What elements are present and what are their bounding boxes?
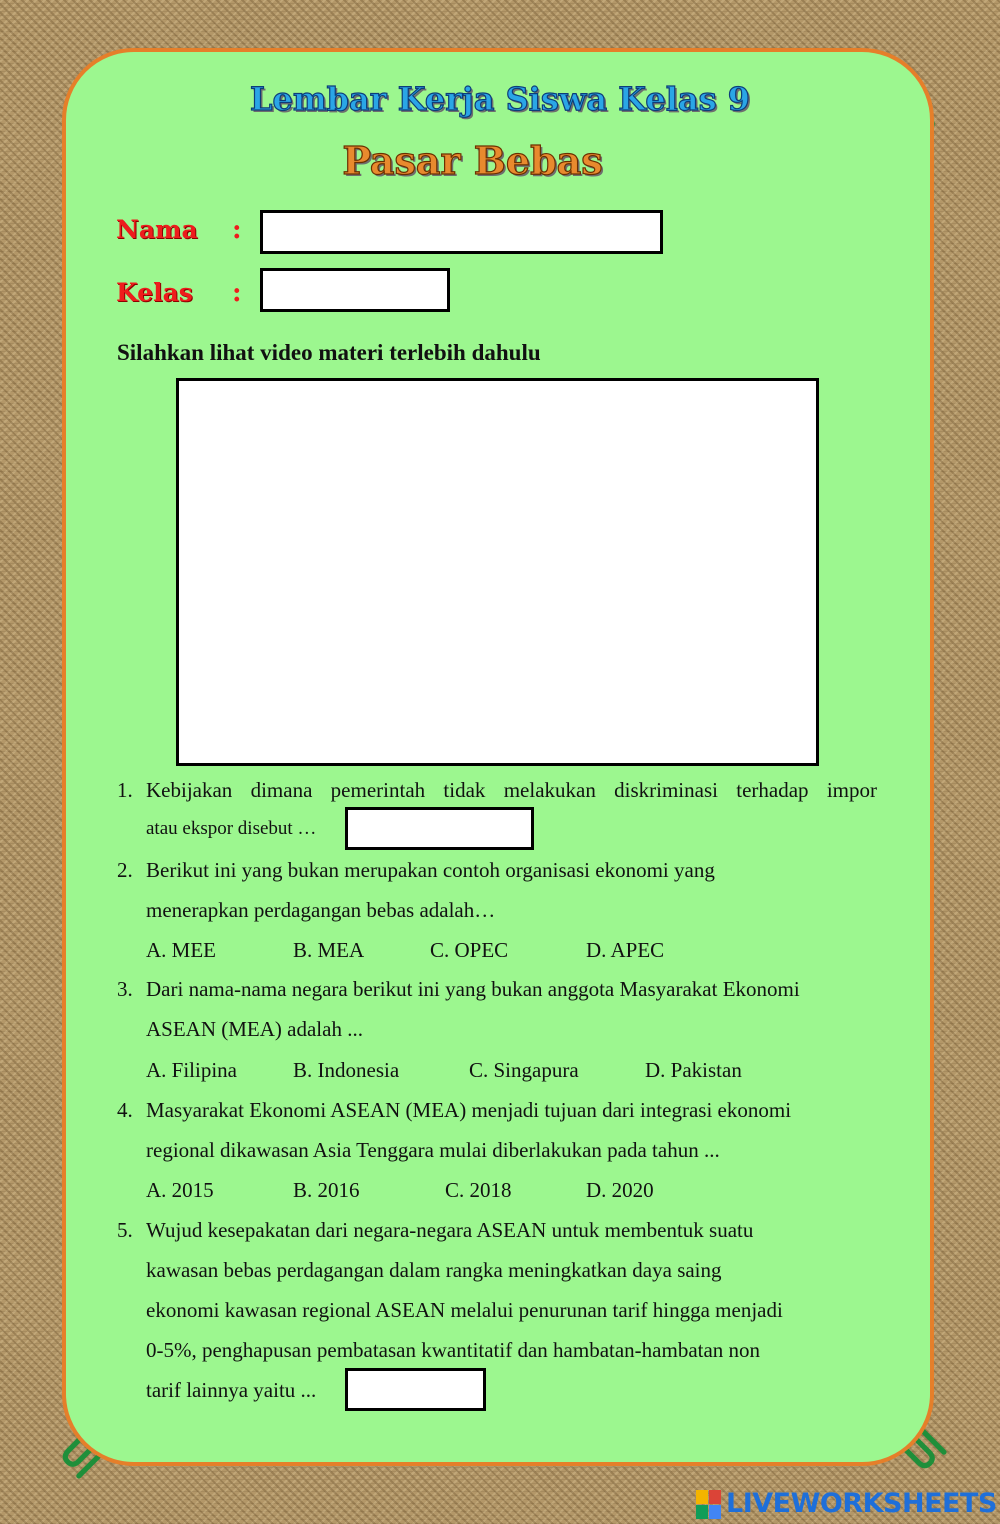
option-c: C. OPEC xyxy=(430,938,509,962)
option-a: A. MEE xyxy=(146,938,216,962)
liveworksheets-brand[interactable]: LIVEWORKSHEETS xyxy=(726,1488,997,1519)
class-input[interactable] xyxy=(260,268,450,312)
liveworksheets-logo-icon xyxy=(696,1490,722,1520)
question-text: ekonomi kawasan regional ASEAN melalui penurunan tarif hingga menjadi xyxy=(146,1298,783,1322)
question-text: atau ekspor disebut … xyxy=(146,818,317,839)
option-b: B. MEA xyxy=(293,938,365,962)
option-a: A. 2015 xyxy=(146,1178,214,1202)
question-number: 1. xyxy=(117,778,133,802)
question-text: ASEAN (MEA) adalah ... xyxy=(146,1017,363,1041)
instruction-text: Silahkan lihat video materi terlebih dahulu xyxy=(117,340,541,365)
option-b: B. 2016 xyxy=(293,1178,360,1202)
option-b: B. Indonesia xyxy=(293,1058,400,1082)
worksheet-title: Lembar Kerja Siswa Kelas 9 xyxy=(249,80,751,118)
question-number: 3. xyxy=(117,977,133,1001)
name-input[interactable] xyxy=(260,210,663,254)
question-text: 0-5%, penghapusan pembatasan kwantitatif dan hambatan-hambatan non xyxy=(146,1338,761,1362)
class-colon: : xyxy=(232,278,242,308)
answer-1-input[interactable] xyxy=(345,807,534,850)
worksheet-subtitle: Pasar Bebas xyxy=(342,138,603,183)
question-text: kawasan bebas perdagangan dalam rangka meningkatkan daya saing xyxy=(146,1258,722,1282)
question-text: Wujud kesepakatan dari negara-negara ASEAN untuk membentuk suatu xyxy=(146,1218,754,1242)
answer-5-input[interactable] xyxy=(345,1368,486,1411)
question-text: Berikut ini yang bukan merupakan contoh organisasi ekonomi yang xyxy=(146,858,715,882)
question-number: 4. xyxy=(117,1098,133,1122)
class-label: Kelas xyxy=(116,278,193,307)
question-text: Dari nama-nama negara berikut ini yang bukan anggota Masyarakat Ekonomi xyxy=(146,977,800,1001)
option-d: D. Pakistan xyxy=(645,1058,742,1082)
question-text: Masyarakat Ekonomi ASEAN (MEA) menjadi tujuan dari integrasi ekonomi xyxy=(146,1098,792,1122)
question-number: 2. xyxy=(117,858,133,882)
option-d: D. APEC xyxy=(586,938,665,962)
question-number: 5. xyxy=(117,1218,133,1242)
option-c: C. Singapura xyxy=(469,1058,579,1082)
question-text: tarif lainnya yaitu ... xyxy=(146,1378,317,1402)
question-text: Kebijakan dimana pemerintah tidak melakukan diskriminasi terhadap impor xyxy=(146,778,877,802)
option-a: A. Filipina xyxy=(146,1058,238,1082)
video-player[interactable] xyxy=(176,378,819,766)
option-c: C. 2018 xyxy=(445,1178,512,1202)
question-text: menerapkan perdagangan bebas adalah… xyxy=(146,898,496,922)
option-d: D. 2020 xyxy=(586,1178,654,1202)
name-label: Nama xyxy=(116,215,198,244)
question-text: regional dikawasan Asia Tenggara mulai diberlakukan pada tahun ... xyxy=(146,1138,720,1162)
name-colon: : xyxy=(232,215,242,245)
